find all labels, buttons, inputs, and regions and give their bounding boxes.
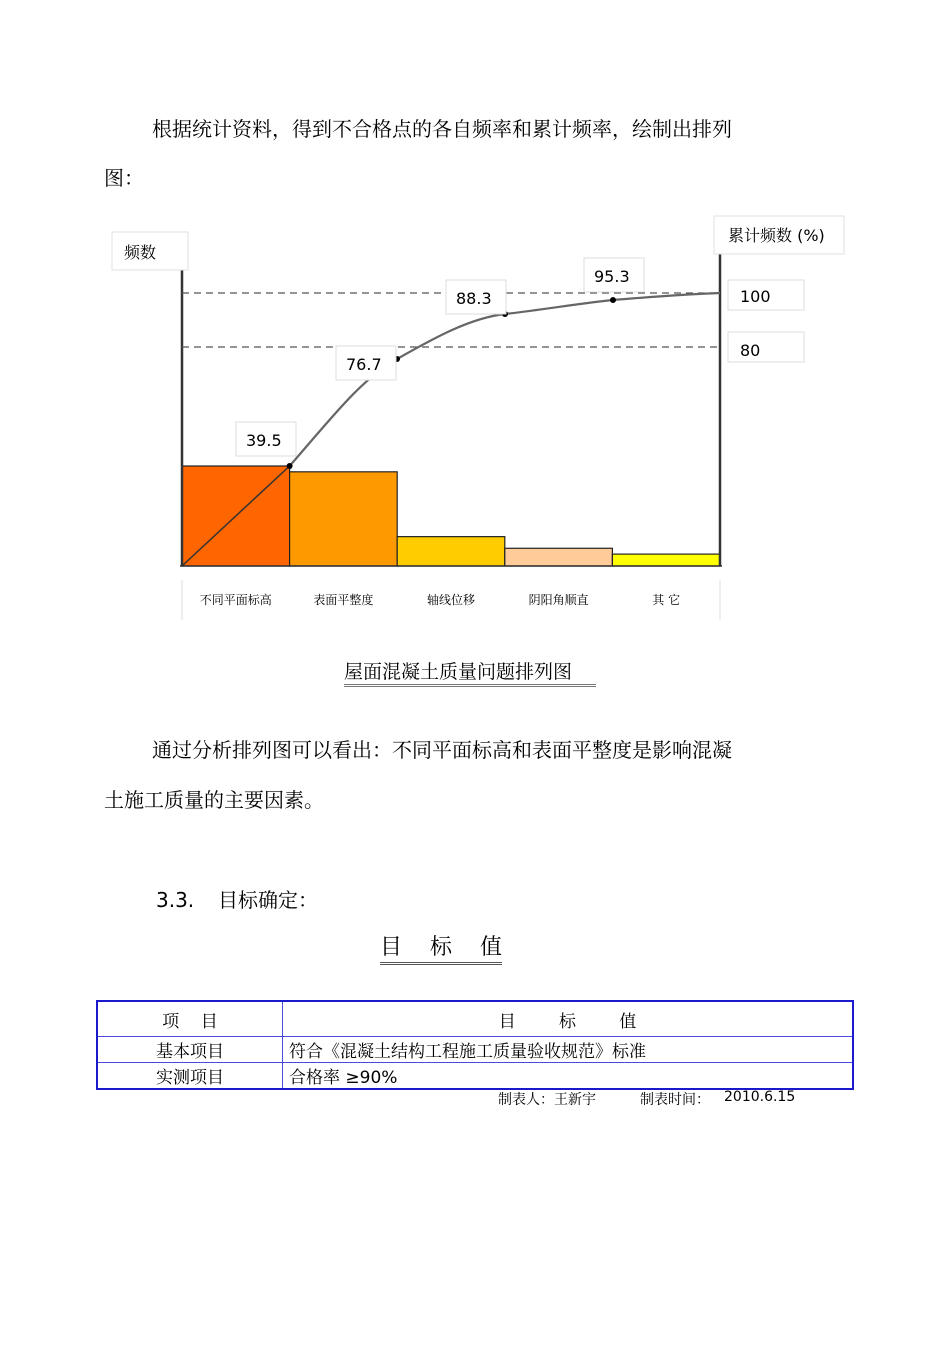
time-label: 制表时间： [640,1092,710,1108]
table-cell: 基本项目 [97,1037,283,1063]
chart-title: 屋面混凝土质量问题排列图 [344,660,596,687]
pareto-chart [0,0,950,640]
category-label-0: 不同平面标高 [199,593,272,607]
table-row [97,1063,853,1090]
table-cell: 合格率 ≥90% [283,1063,854,1090]
category-label-4: 其 它 [652,593,681,607]
table-header-target: 目 标 值 [283,1001,854,1037]
table-header-item: 项 目 [97,1001,283,1037]
category-label-2: 轴线位移 [426,593,476,607]
bar-4 [612,554,720,566]
goal-title: 目 标 值 [380,934,502,965]
intro-line-2: 图： [104,166,144,190]
cumulative-label-0: 39.5 [246,431,282,450]
y2-axis-label: 累计频数 (%) [728,226,825,245]
section-number: 3.3. [156,888,195,912]
reference-label-80: 80 [740,341,761,360]
cumulative-point-3 [610,297,616,303]
table-row [97,1037,853,1063]
category-label-1: 表面平整度 [313,593,374,607]
cumulative-label-1: 76.7 [346,355,382,374]
cumulative-label-2: 88.3 [456,289,492,308]
maker-label: 制表人：王新宇 [498,1092,596,1108]
cumulative-point-0 [287,463,293,469]
reference-label-100: 100 [740,287,771,306]
bar-3 [505,548,613,566]
section-title: 目标确定： [218,888,318,912]
bar-1 [290,472,398,566]
y-axis-label: 频数 [124,243,157,262]
cumulative-label-3: 95.3 [594,267,630,286]
goal-table [96,1000,854,1090]
conclusion-line-1: 通过分析排列图可以看出：不同平面标高和表面平整度是影响混凝 [152,738,732,762]
table-cell: 符合《混凝土结构工程施工质量验收规范》标准 [283,1037,854,1063]
category-label-3: 阴阳角顺直 [528,593,589,607]
conclusion-line-2: 土施工质量的主要因素。 [104,788,324,812]
date-value: 2010.6.15 [724,1089,796,1105]
table-cell: 实测项目 [97,1063,283,1090]
intro-line-1: 根据统计资料，得到不合格点的各自频率和累计频率，绘制出排列 [152,117,732,141]
table-header-row [97,1001,853,1037]
bar-2 [397,537,505,566]
